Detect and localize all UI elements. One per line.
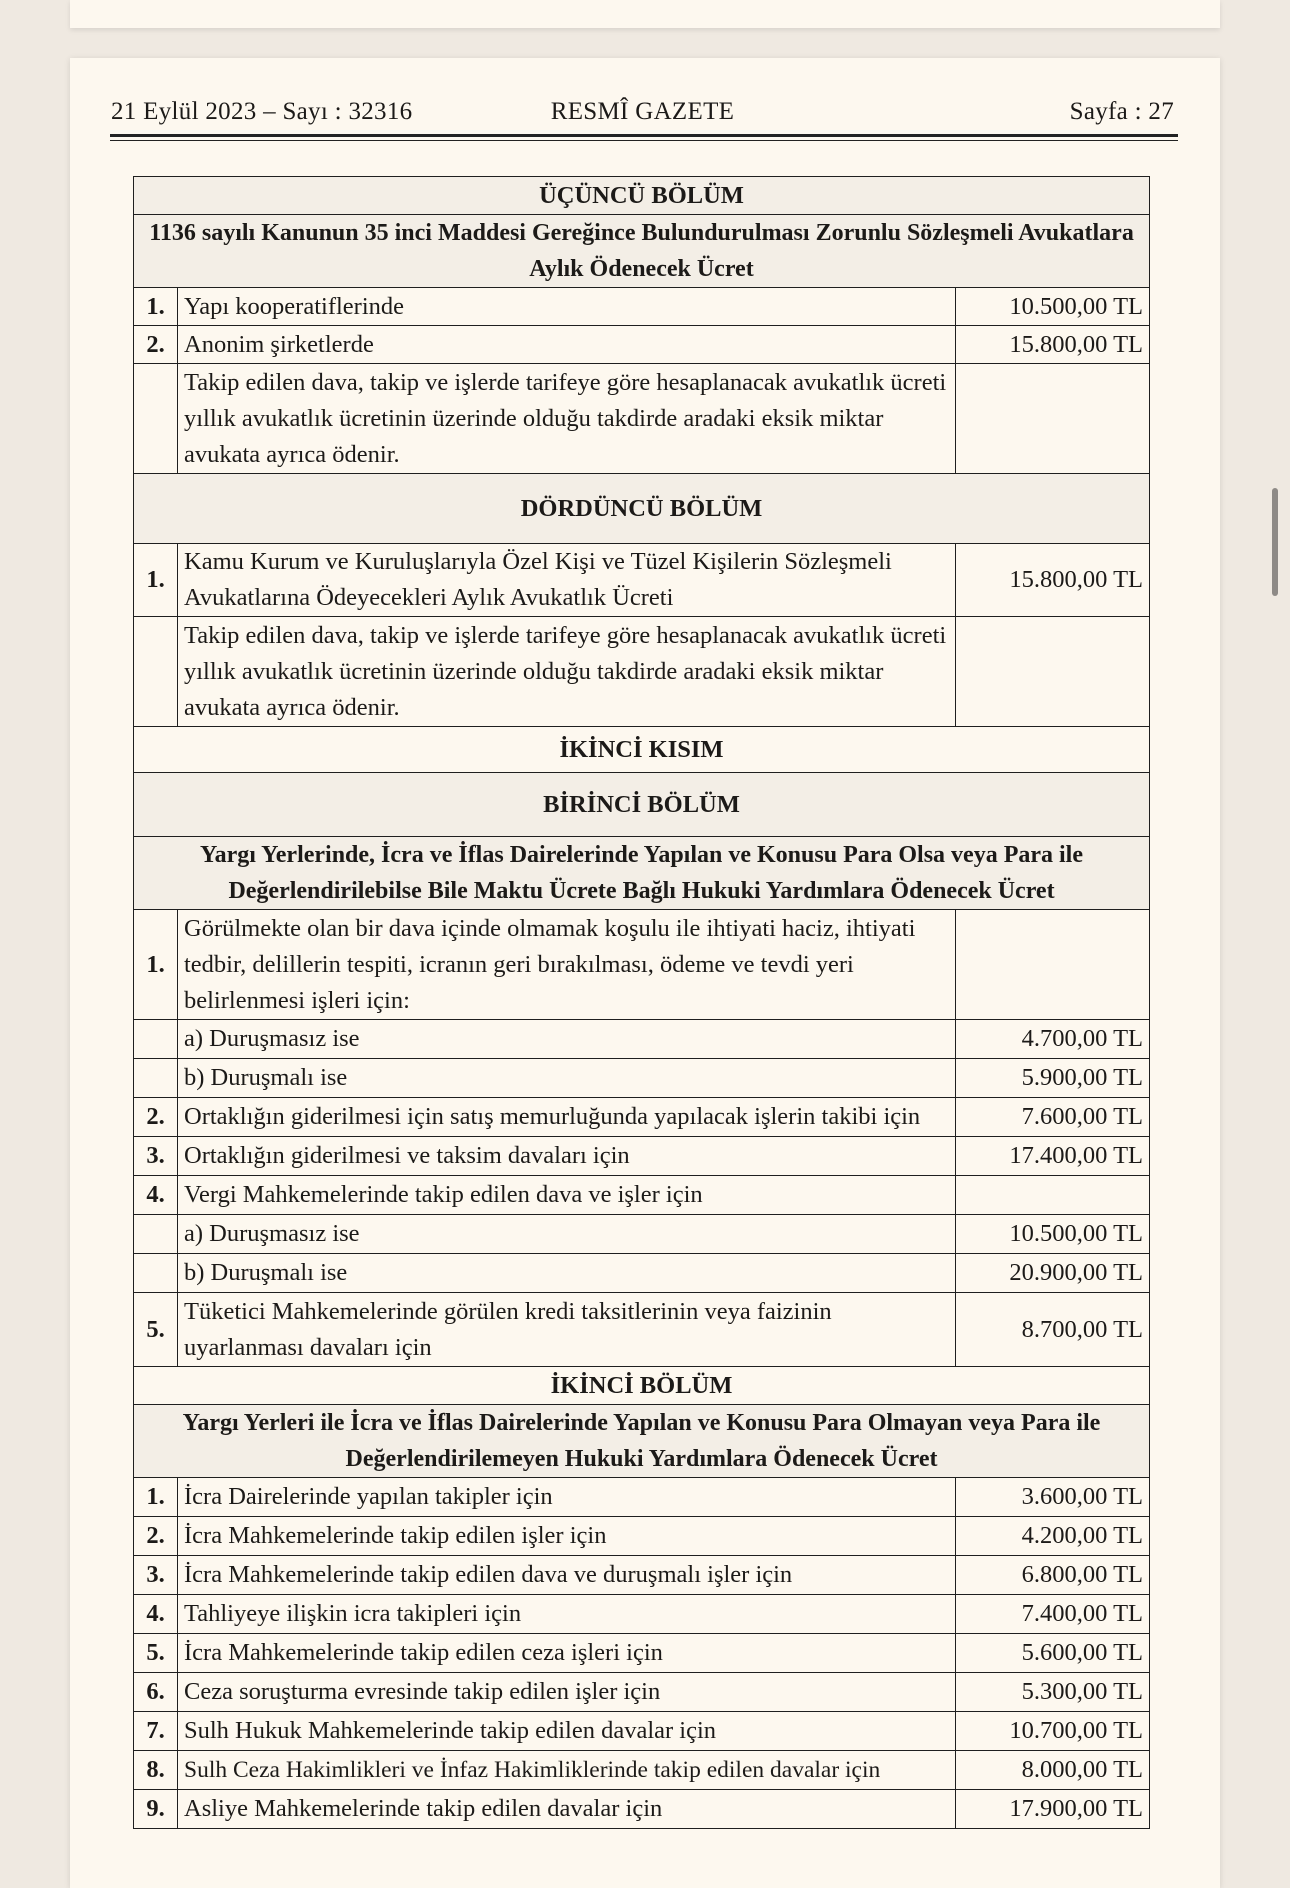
row-amount: 10.500,00 TL: [956, 1215, 1150, 1254]
row-description: Yapı kooperatiflerinde: [178, 288, 956, 326]
gazette-page: [70, 58, 1220, 1888]
table-row: [134, 1478, 1150, 1517]
row-number: 4.: [134, 1176, 178, 1215]
section-subtitle: Yargı Yerlerinde, İcra ve İflas Dairelerinde Yapılan ve Konusu Para Olsa veya Para ile Değerlendirilebilse Bile Maktu Ücrete Bağlı Hukuki Yardımlara Ödenecek Ücret: [134, 837, 1150, 910]
scrollbar-thumb[interactable]: [1272, 488, 1278, 596]
row-description: İcra Mahkemelerinde takip edilen işler için: [178, 1517, 956, 1556]
row-number: [134, 1059, 178, 1098]
header-rule-thin: [110, 140, 1178, 141]
row-description: Asliye Mahkemelerinde takip edilen davalar için: [178, 1790, 956, 1829]
fee-table: [133, 176, 1150, 1829]
row-amount: [956, 364, 1150, 474]
row-amount: 17.400,00 TL: [956, 1137, 1150, 1176]
row-number: [134, 1254, 178, 1293]
row-amount: 4.200,00 TL: [956, 1517, 1150, 1556]
row-description: Ortaklığın giderilmesi ve taksim davaları için: [178, 1137, 956, 1176]
row-number: 2.: [134, 326, 178, 364]
row-number: 1.: [134, 288, 178, 326]
row-description: Sulh Hukuk Mahkemelerinde takip edilen davalar için: [178, 1712, 956, 1751]
row-description: Görülmekte olan bir dava içinde olmamak koşulu ile ihtiyati haciz, ihtiyati tedbir, delillerin tespiti, icranın geri bırakılması, ödeme ve tevdi yeri belirlenmesi işleri için:: [178, 910, 956, 1020]
row-number: 9.: [134, 1790, 178, 1829]
row-amount: 7.400,00 TL: [956, 1595, 1150, 1634]
issue-date: 21 Eylül 2023 – Sayı : 32316: [111, 98, 413, 125]
section-title: BİRİNCİ BÖLÜM: [134, 773, 1150, 837]
row-amount: 8.700,00 TL: [956, 1293, 1150, 1367]
row-amount: 5.300,00 TL: [956, 1673, 1150, 1712]
row-description: Tahliyeye ilişkin icra takipleri için: [178, 1595, 956, 1634]
table-row: [134, 1137, 1150, 1176]
row-description: Sulh Ceza Hakimlikleri ve İnfaz Hakimliklerinde takip edilen davalar için: [178, 1751, 956, 1790]
publication-name: RESMÎ GAZETE: [550, 98, 735, 125]
row-description: İcra Dairelerinde yapılan takipler için: [178, 1478, 956, 1517]
row-description: Vergi Mahkemelerinde takip edilen dava ve işler için: [178, 1176, 956, 1215]
table-row: [134, 326, 1150, 364]
row-description: Anonim şirketlerde: [178, 326, 956, 364]
table-row: [134, 1751, 1150, 1790]
table-row: [134, 1254, 1150, 1293]
row-number: 1.: [134, 544, 178, 617]
page-number: Sayfa : 27: [1069, 98, 1174, 125]
page-header: [111, 98, 1174, 132]
row-amount: [956, 1176, 1150, 1215]
row-amount: 6.800,00 TL: [956, 1556, 1150, 1595]
section-title: DÖRDÜNCÜ BÖLÜM: [134, 474, 1150, 544]
row-amount: 4.700,00 TL: [956, 1020, 1150, 1059]
row-number: 1.: [134, 910, 178, 1020]
row-amount: 5.900,00 TL: [956, 1059, 1150, 1098]
table-row: [134, 1293, 1150, 1367]
section-title: İKİNCİ BÖLÜM: [134, 1367, 1150, 1405]
row-description: Tüketici Mahkemelerinde görülen kredi taksitlerinin veya faizinin uyarlanması davaları için: [178, 1293, 956, 1367]
row-description: Ortaklığın giderilmesi için satış memurluğunda yapılacak işlerin takibi için: [178, 1098, 956, 1137]
row-number: 2.: [134, 1098, 178, 1137]
row-description: Takip edilen dava, takip ve işlerde tarifeye göre hesaplanacak avukatlık ücreti yıllık avukatlık ücretinin üzerinde olduğu takdirde aradaki eksik miktar avukata ayrıca ödenir.: [178, 617, 956, 727]
row-amount: 10.500,00 TL: [956, 288, 1150, 326]
table-row: [134, 1556, 1150, 1595]
table-row: [134, 1098, 1150, 1137]
section-title: ÜÇÜNCÜ BÖLÜM: [134, 177, 1150, 215]
row-number: 3.: [134, 1137, 178, 1176]
header-rule-thick: [110, 134, 1178, 137]
table-row: [134, 1517, 1150, 1556]
row-amount: 17.900,00 TL: [956, 1790, 1150, 1829]
table-row: [134, 364, 1150, 474]
row-amount: 8.000,00 TL: [956, 1751, 1150, 1790]
row-amount: [956, 910, 1150, 1020]
row-description: a) Duruşmasız ise: [178, 1020, 956, 1059]
row-description: a) Duruşmasız ise: [178, 1215, 956, 1254]
row-number: 3.: [134, 1556, 178, 1595]
row-number: [134, 1215, 178, 1254]
table-row: [134, 1790, 1150, 1829]
row-description: İcra Mahkemelerinde takip edilen dava ve duruşmalı işler için: [178, 1556, 956, 1595]
table-row: [134, 1595, 1150, 1634]
section-subtitle: 1136 sayılı Kanunun 35 inci Maddesi Gereğince Bulundurulması Zorunlu Sözleşmeli Avukatlara Aylık Ödenecek Ücret: [134, 215, 1150, 288]
row-amount: 7.600,00 TL: [956, 1098, 1150, 1137]
table-row: [134, 288, 1150, 326]
row-description: b) Duruşmalı ise: [178, 1254, 956, 1293]
row-number: 4.: [134, 1595, 178, 1634]
row-number: 2.: [134, 1517, 178, 1556]
row-number: [134, 617, 178, 727]
row-number: 7.: [134, 1712, 178, 1751]
row-description: Ceza soruşturma evresinde takip edilen işler için: [178, 1673, 956, 1712]
row-number: 8.: [134, 1751, 178, 1790]
row-number: [134, 1020, 178, 1059]
row-amount: 10.700,00 TL: [956, 1712, 1150, 1751]
row-description: b) Duruşmalı ise: [178, 1059, 956, 1098]
row-number: 5.: [134, 1293, 178, 1367]
row-description: Kamu Kurum ve Kuruluşlarıyla Özel Kişi ve Tüzel Kişilerin Sözleşmeli Avukatlarına Ödeyecekleri Aylık Avukatlık Ücreti: [178, 544, 956, 617]
row-amount: 5.600,00 TL: [956, 1634, 1150, 1673]
row-amount: 15.800,00 TL: [956, 326, 1150, 364]
row-number: [134, 364, 178, 474]
row-number: 6.: [134, 1673, 178, 1712]
table-row: [134, 617, 1150, 727]
part-title: İKİNCİ KISIM: [134, 727, 1150, 773]
table-row: [134, 1215, 1150, 1254]
table-row: [134, 1673, 1150, 1712]
row-amount: 3.600,00 TL: [956, 1478, 1150, 1517]
previous-page-edge: [70, 0, 1220, 28]
table-row: [134, 1020, 1150, 1059]
table-row: [134, 1059, 1150, 1098]
row-description: Takip edilen dava, takip ve işlerde tarifeye göre hesaplanacak avukatlık ücreti yıllık avukatlık ücretinin üzerinde olduğu takdirde aradaki eksik miktar avukata ayrıca ödenir.: [178, 364, 956, 474]
row-number: 1.: [134, 1478, 178, 1517]
row-number: 5.: [134, 1634, 178, 1673]
table-row: [134, 1176, 1150, 1215]
table-row: [134, 910, 1150, 1020]
table-row: [134, 544, 1150, 617]
table-row: [134, 1712, 1150, 1751]
table-row: [134, 1634, 1150, 1673]
row-amount: [956, 617, 1150, 727]
row-amount: 20.900,00 TL: [956, 1254, 1150, 1293]
section-subtitle: Yargı Yerleri ile İcra ve İflas Dairelerinde Yapılan ve Konusu Para Olmayan veya Para ile Değerlendirilemeyen Hukuki Yardımlara Ödenecek Ücret: [134, 1405, 1150, 1478]
row-description: İcra Mahkemelerinde takip edilen ceza işleri için: [178, 1634, 956, 1673]
row-amount: 15.800,00 TL: [956, 544, 1150, 617]
